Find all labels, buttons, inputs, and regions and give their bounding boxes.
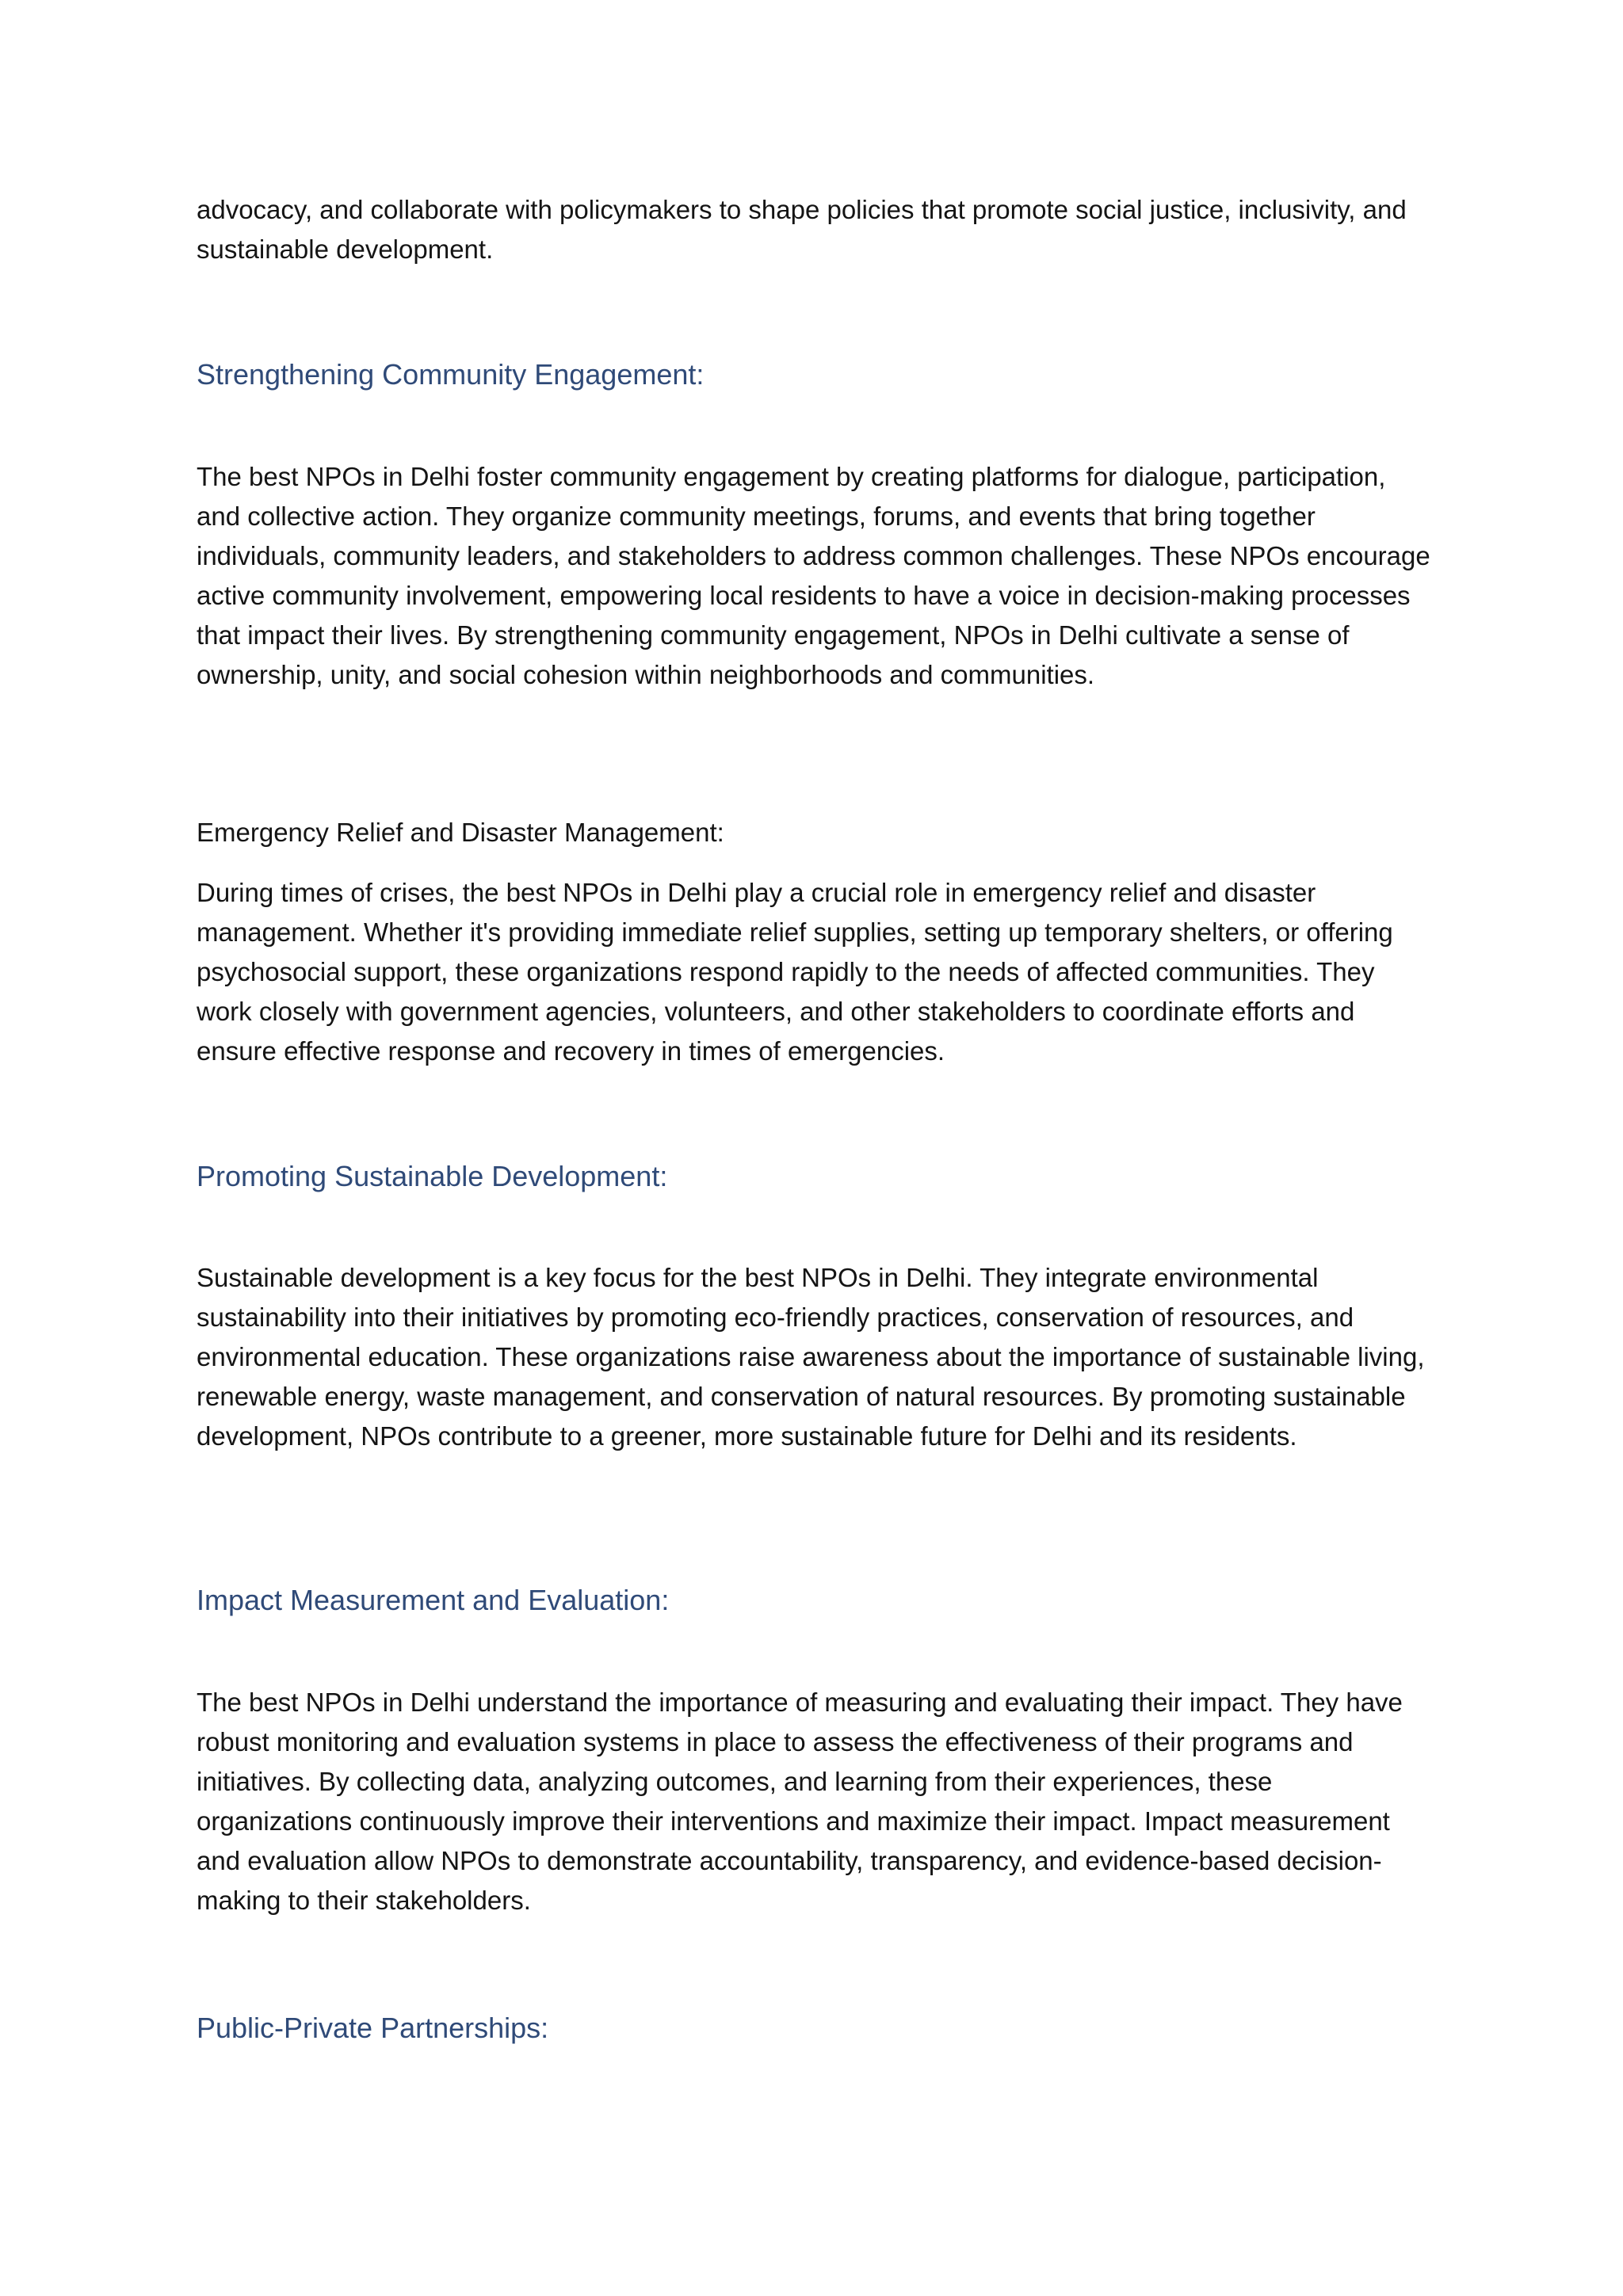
section-heading-emergency-relief: Emergency Relief and Disaster Management: [197, 818, 724, 847]
section-heading-public-private-partnerships: Public-Private Partnerships: [197, 2012, 549, 2044]
section-body-sustainable-development: Sustainable development is a key focus for the best NPOs in Delhi. They integrate environmental sustainability into their initiatives by promoting eco-friendly practices, conservation of resources, and environmental education. These organizations raise awareness about the importance of sustainable living, renewable energy, waste management, and conservation of natural resources. By promoting sustainable development, NPOs contribute to a greener, more sustainable future for Delhi and its residents. [197, 1263, 1425, 1451]
section-heading-sustainable-development: Promoting Sustainable Development: [197, 1160, 668, 1192]
section-heading-community-engagement: Strengthening Community Engagement: [197, 358, 705, 391]
intro-paragraph: advocacy, and collaborate with policymakers to shape policies that promote social justice, inclusivity, and sustainable development. [197, 195, 1407, 264]
section-body-community-engagement: The best NPOs in Delhi foster community engagement by creating platforms for dialogue, participation, and collective action. They organize community meetings, forums, and events that bring together individuals, community leaders, and stakeholders to address common challenges. These NPOs encourage active community involvement, empowering local residents to have a voice in decision-making processes that impact their lives. By strengthening community engagement, NPOs in Delhi cultivate a sense of ownership, unity, and social cohesion within neighborhoods and communities. [197, 462, 1430, 689]
section-body-emergency-relief: During times of crises, the best NPOs in Delhi play a crucial role in emergency relief and disaster management. Whether it's providing immediate relief supplies, setting up temporary shelters, or offering psychosocial support, these organizations respond rapidly to the needs of affected communities. They work closely with government agencies, volunteers, and other stakeholders to coordinate efforts and ensure effective response and recovery in times of emergencies. [197, 878, 1393, 1066]
section-heading-impact-measurement: Impact Measurement and Evaluation: [197, 1584, 670, 1616]
section-body-impact-measurement: The best NPOs in Delhi understand the importance of measuring and evaluating their impact. They have robust monitoring and evaluation systems in place to assess the effectiveness of their programs and initiatives. By collecting data, analyzing outcomes, and learning from their experiences, these organizations continuously improve their interventions and maximize their impact. Impact measurement and evaluation allow NPOs to demonstrate accountability, transparency, and evidence-based decision-making to their stakeholders. [197, 1688, 1403, 1915]
